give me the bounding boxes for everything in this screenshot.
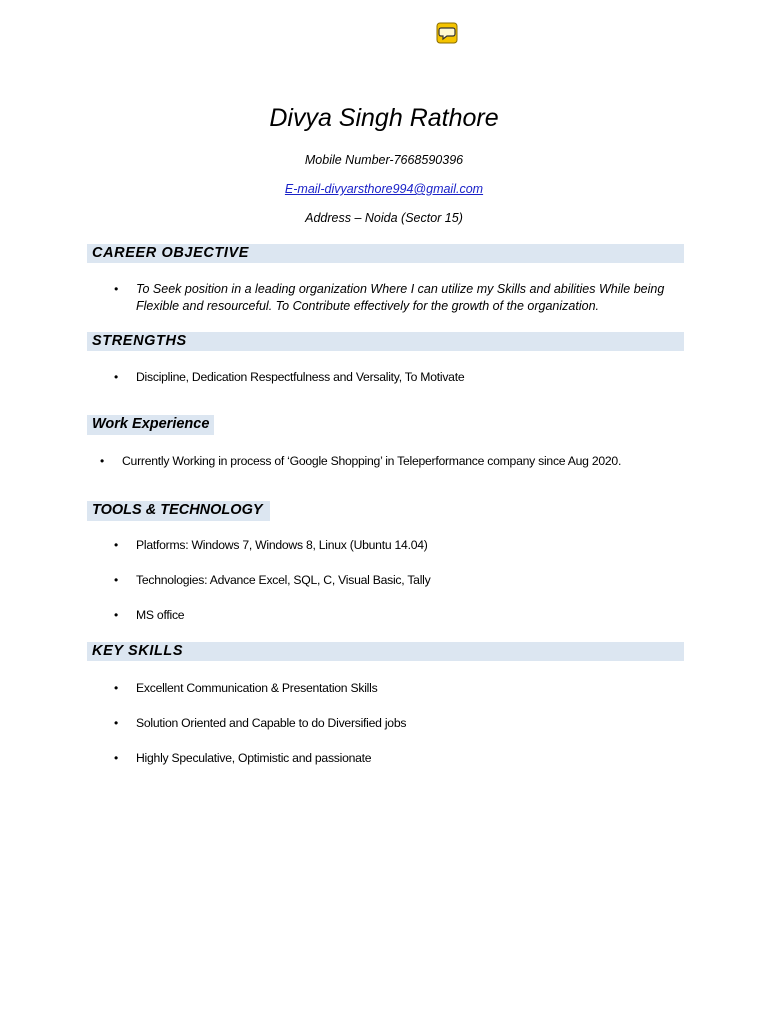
bullet-icon: • [114,573,118,587]
bullet-icon: • [114,538,118,552]
bullet-icon: • [114,681,118,695]
email-link[interactable]: E-mail-divyarsthore994@gmail.com [284,182,484,196]
item-label: Technologies: [136,573,208,587]
strengths-heading: STRENGTHS [92,333,187,349]
item-value: Advance Excel, SQL, C, Visual Basic, Tally [207,573,431,587]
work-experience-heading: Work Experience [92,416,210,432]
bullet-icon: • [114,716,118,730]
bullet-icon: • [114,608,118,622]
key-skills-heading: KEY SKILLS [92,643,184,659]
career-objective-heading: CAREER OBJECTIVE [92,245,250,261]
bullet-icon: • [114,282,119,296]
mobile-number: Mobile Number-7668590396 [304,153,464,167]
tools-technology-heading: TOOLS & TECHNOLOGY [92,502,263,518]
address: Address – Noida (Sector 15) [305,211,463,225]
email-line [0,182,768,196]
bullet-icon: • [100,454,104,468]
item-label: Platforms: [136,538,189,552]
item-label: MS office [136,608,185,622]
candidate-name: Divya Singh Rathore [269,104,499,132]
bullet-icon: • [114,370,118,384]
item-value: Windows 7, Windows 8, Linux (Ubuntu 14.04) [188,538,428,552]
bullet-icon: • [114,751,118,765]
comment-icon[interactable] [436,22,458,44]
